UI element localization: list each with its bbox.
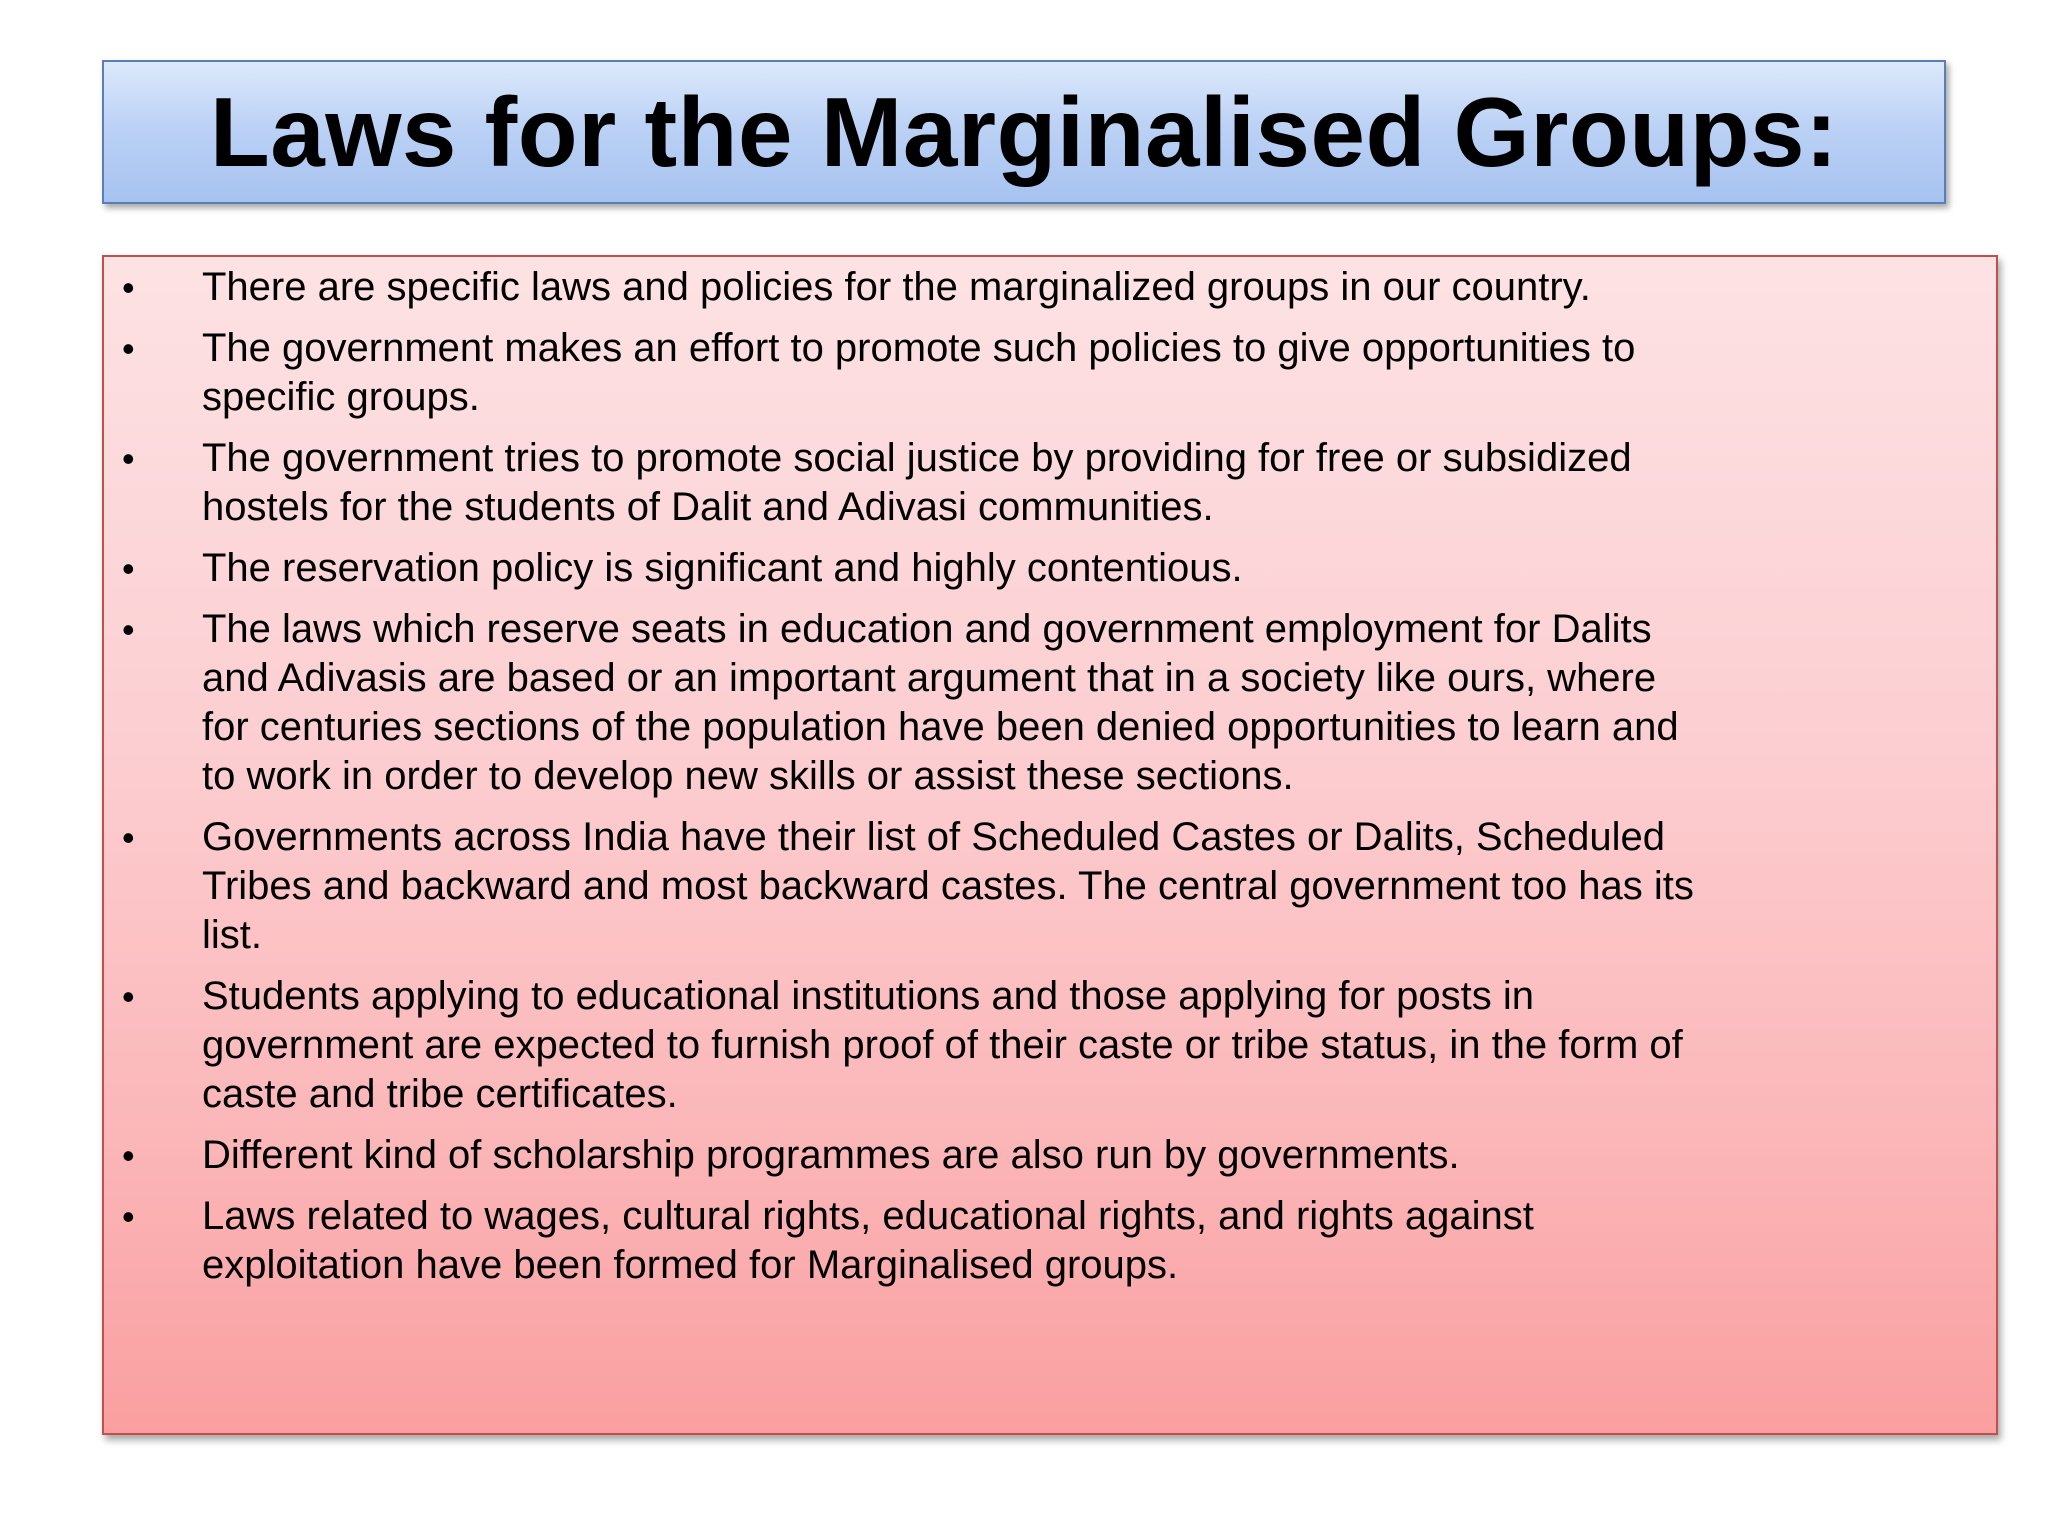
bullet-item [122, 263, 1978, 312]
bullet-marker: • [122, 609, 135, 650]
bullet-text: The reservation policy is significant and highly contentious. [202, 546, 1243, 590]
bullet-text: The laws which reserve seats in education and government employment for Dalits and Adivasis are based or an important argument that in a society like ours, where for centuries sections of the population have been denied opportunities to learn and to work in order to develop new skills or assist these sections. [202, 607, 1679, 798]
bullet-item [122, 324, 1978, 422]
bullet-item [122, 605, 1978, 801]
bullet-marker: • [122, 548, 135, 589]
bullet-text: Students applying to educational institutions and those applying for posts in government are expected to furnish proof of their caste or tribe status, in the form of caste and tribe certificates. [202, 974, 1683, 1116]
bullet-text: Laws related to wages, cultural rights, educational rights, and rights against exploitation have been formed for Marginalised groups. [202, 1194, 1534, 1287]
bullet-marker: • [122, 817, 135, 858]
bullet-text: The government makes an effort to promote such policies to give opportunities to specific groups. [202, 326, 1636, 419]
bullet-item [122, 1131, 1978, 1180]
content-panel [102, 255, 1998, 1435]
bullet-text: Governments across India have their list of Scheduled Castes or Dalits, Scheduled Tribes and backward and most backward castes. The central government too has its list. [202, 815, 1694, 957]
bullet-item [122, 1192, 1978, 1290]
bullet-marker: • [122, 267, 135, 308]
bullet-item [122, 972, 1978, 1119]
bullet-item [122, 813, 1978, 960]
bullet-item [122, 544, 1978, 593]
bullet-marker: • [122, 1196, 135, 1237]
bullet-text: There are specific laws and policies for the marginalized groups in our country. [202, 265, 1591, 309]
bullet-marker: • [122, 1135, 135, 1176]
bullet-text: The government tries to promote social justice by providing for free or subsidized hostels for the students of Dalit and Adivasi communities. [202, 436, 1632, 529]
bullet-marker: • [122, 438, 135, 479]
slide-title: Laws for the Marginalised Groups: [209, 76, 1839, 187]
bullet-marker: • [122, 328, 135, 369]
bullet-text: Different kind of scholarship programmes are also run by governments. [202, 1133, 1460, 1177]
bullet-list [122, 263, 1978, 1302]
title-banner [102, 60, 1946, 204]
bullet-marker: • [122, 976, 135, 1017]
bullet-item [122, 434, 1978, 532]
